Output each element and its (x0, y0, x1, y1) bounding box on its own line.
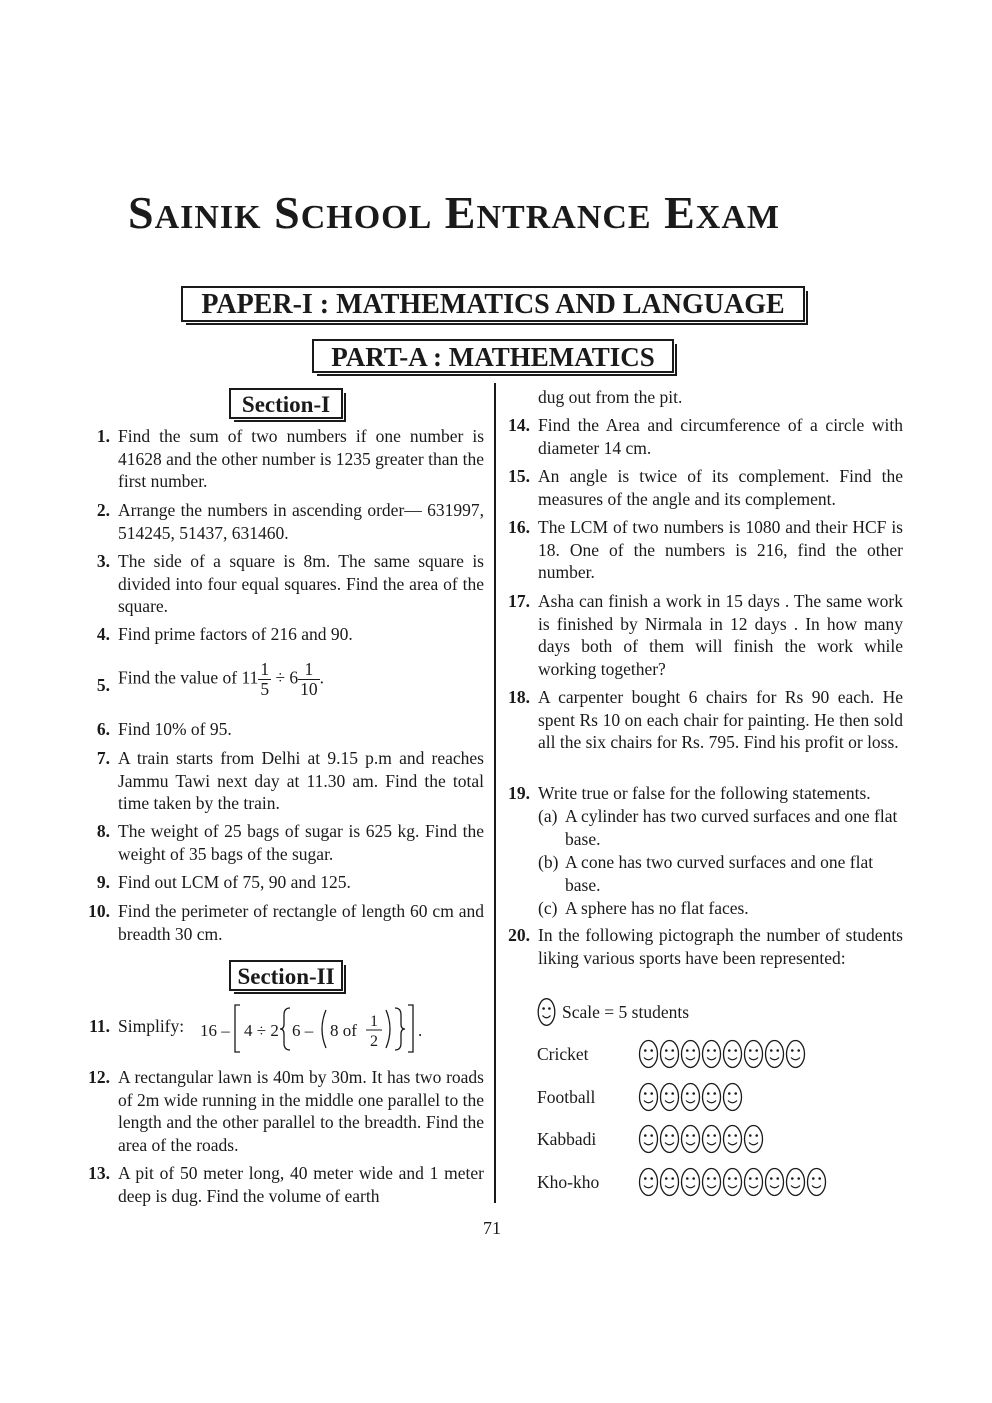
denominator: 5 (260, 679, 270, 699)
question-number: 4. (96, 624, 110, 644)
section-2-heading: Section-II (229, 960, 343, 991)
question-number: 5. (96, 675, 110, 695)
q19-option-b-label: (b) (538, 852, 559, 872)
pictograph-label-kho-kho: Kho-kho (537, 1172, 600, 1192)
smiley-face-icon (537, 997, 556, 1027)
q11-expr-a: 16 – (200, 1021, 230, 1040)
smiley-face-icon (638, 1167, 659, 1197)
question-text: Asha can finish a work in 15 days . The same work is finished by Nirmala in 12 days . In how many days both of them will finish the work while working together? (538, 591, 903, 679)
smiley-face-icon (722, 1082, 743, 1112)
title-word: CHOOL (300, 199, 433, 236)
smiley-face-icon (680, 1039, 701, 1069)
pictograph-row-cricket (638, 1039, 806, 1067)
smiley-face-icon (701, 1167, 722, 1197)
bracket-right (408, 1005, 413, 1052)
question-number: 16. (508, 517, 530, 537)
smiley-face-icon (638, 1039, 659, 1069)
q19-option-c-label: (c) (538, 898, 558, 918)
smiley-face-icon (701, 1124, 722, 1154)
bracket-left (235, 1005, 240, 1052)
q11-prefix: Simplify: (118, 1016, 185, 1036)
question-number: 13. (88, 1163, 110, 1183)
question-13-continued: dug out from the pit. (538, 387, 683, 407)
question-text: Find out LCM of 75, 90 and 125. (118, 872, 351, 892)
column-divider (494, 383, 496, 1203)
question-number: 20. (508, 925, 530, 945)
question-number: 11. (89, 1016, 110, 1036)
title-letter: E (444, 187, 477, 238)
q5-operator: ÷ (275, 667, 286, 688)
smiley-face-icon (638, 1082, 659, 1112)
q19-option-c-text: A sphere has no flat faces. (565, 898, 749, 918)
smiley-face-icon (743, 1167, 764, 1197)
question-text: Find prime factors of 216 and 90. (118, 624, 353, 644)
question-number: 19. (508, 783, 530, 803)
question-number: 7. (96, 748, 110, 768)
question-number: 8. (96, 821, 110, 841)
question-number: 2. (96, 500, 110, 520)
smiley-face-icon (701, 1082, 722, 1112)
smiley-face-icon (785, 1167, 806, 1197)
question-number: 9. (96, 872, 110, 892)
question-text: A carpenter bought 6 chairs for Rs 90 each. He spent Rs 10 on each chair for painting. He then sold all the six chairs for Rs. 795. Find his profit or loss. (538, 687, 903, 752)
q11-expr-d: 8 of (330, 1021, 357, 1040)
page-title (128, 186, 780, 239)
question-text: Write true or false for the following statements. (538, 783, 871, 803)
question-text: In the following pictograph the number of students liking various sports have been represented: (538, 925, 903, 968)
smiley-face-icon (764, 1167, 785, 1197)
question-text: Arrange the numbers in ascending order— 631997, 514245, 51437, 631460. (118, 500, 484, 543)
q19-option-a-text: A cylinder has two curved surfaces and one flat base. (565, 806, 898, 849)
pictograph-scale-text: Scale = 5 students (562, 1001, 690, 1022)
q5-fraction-2 (298, 660, 320, 699)
question-number: 18. (508, 687, 530, 707)
question-text: Find 10% of 95. (118, 719, 232, 739)
smiley-face-icon (659, 1124, 680, 1154)
title-letter: S (128, 187, 155, 238)
question-number: 10. (88, 901, 110, 921)
question-number: 17. (508, 591, 530, 611)
q19-option-a-label: (a) (538, 806, 558, 826)
question-text: The side of a square is 8m. The same square is divided into four equal squares. Find the area of the square. (118, 551, 484, 616)
paper-heading: PAPER-I : MATHEMATICS AND LANGUAGE (181, 286, 805, 322)
q19-option-b-text: A cone has two curved surfaces and one flat base. (565, 852, 874, 895)
smiley-face-icon (722, 1124, 743, 1154)
question-text (118, 660, 484, 699)
question-number: 3. (96, 551, 110, 571)
smiley-face-icon (659, 1167, 680, 1197)
title-word: XAM (695, 199, 780, 236)
smiley-face-icon (680, 1124, 701, 1154)
brace-right (395, 1008, 405, 1050)
q11-frac-den: 2 (370, 1033, 378, 1050)
q5-period: . (319, 667, 325, 688)
q11-expression (198, 1000, 428, 1056)
q5-whole-2: 6 (289, 667, 299, 688)
smiley-face-icon (680, 1082, 701, 1112)
title-word: AINIK (154, 199, 262, 236)
smiley-face-icon (638, 1124, 659, 1154)
q11-expr-b: 4 ÷ 2 (244, 1021, 279, 1040)
question-5 (80, 660, 486, 710)
part-heading: PART-A : MATHEMATICS (312, 339, 674, 373)
q11-expr-c: 6 – (292, 1021, 314, 1040)
pictograph-row-football (638, 1082, 743, 1110)
question-text: A rectangular lawn is 40m by 30m. It has two roads of 2m wide running in the middle one parallel to the length and the other parallel to the breadth. Find the area of the roads. (118, 1067, 484, 1155)
question-number: 1. (96, 426, 110, 446)
smiley-face-icon (701, 1039, 722, 1069)
smiley-face-icon (785, 1039, 806, 1069)
title-letter: E (664, 187, 696, 238)
question-text: The weight of 25 bags of sugar is 625 kg. Find the weight of 35 bags of the sugar. (118, 821, 484, 864)
question-text: A pit of 50 meter long, 40 meter wide and 1 meter deep is dug. Find the volume of earth (118, 1163, 484, 1206)
pictograph-row-kabbadi (638, 1124, 764, 1152)
title-word: NTRANCE (476, 199, 652, 236)
q11-frac-num: 1 (370, 1013, 378, 1030)
question-number: 12. (88, 1067, 110, 1087)
smiley-face-icon (659, 1082, 680, 1112)
smiley-face-icon (764, 1039, 785, 1069)
section-1-heading: Section-I (229, 388, 343, 419)
numerator: 1 (260, 659, 270, 679)
q5-prefix: Find the value of (118, 667, 238, 688)
smiley-face-icon (722, 1167, 743, 1197)
q11-period: . (418, 1021, 423, 1040)
pictograph-row-kho-kho (638, 1167, 827, 1195)
numerator: 1 (298, 660, 320, 680)
pictograph-label-football: Football (537, 1087, 596, 1107)
q5-whole-1: 11 (241, 667, 259, 688)
smiley-face-icon (743, 1039, 764, 1069)
smiley-face-icon (743, 1124, 764, 1154)
question-text: Find the perimeter of rectangle of length 60 cm and breadth 30 cm. (118, 901, 484, 944)
question-text: A train starts from Delhi at 9.15 p.m and reaches Jammu Tawi next day at 11.30 am. Find the total time taken by the train. (118, 748, 484, 813)
pictograph-label-cricket: Cricket (537, 1044, 589, 1064)
smiley-face-icon (659, 1039, 680, 1069)
denominator: 10 (300, 679, 318, 699)
q5-fraction-1 (258, 660, 271, 699)
title-letter: S (274, 187, 301, 238)
question-text: An angle is twice of its complement. Find the measures of the angle and its complement. (538, 466, 903, 509)
question-text: The LCM of two numbers is 1080 and their HCF is 18. One of the numbers is 216, find the other number. (538, 517, 903, 582)
smiley-face-icon (722, 1039, 743, 1069)
smiley-face-icon (680, 1167, 701, 1197)
question-text: Find the Area and circumference of a circle with diameter 14 cm. (538, 415, 903, 458)
question-number: 15. (508, 466, 530, 486)
question-number: 14. (508, 415, 530, 435)
pictograph-label-kabbadi: Kabbadi (537, 1129, 597, 1149)
brace-left (280, 1008, 290, 1050)
pictograph-scale (537, 997, 689, 1027)
page-number: 71 (483, 1218, 501, 1238)
smiley-face-icon (806, 1167, 827, 1197)
question-number: 6. (96, 719, 110, 739)
paren-right (386, 1010, 390, 1048)
question-11 (80, 1000, 486, 1056)
paren-left (322, 1010, 326, 1048)
question-text: Find the sum of two numbers if one number is 41628 and the other number is 1235 greater than the first number. (118, 426, 484, 491)
